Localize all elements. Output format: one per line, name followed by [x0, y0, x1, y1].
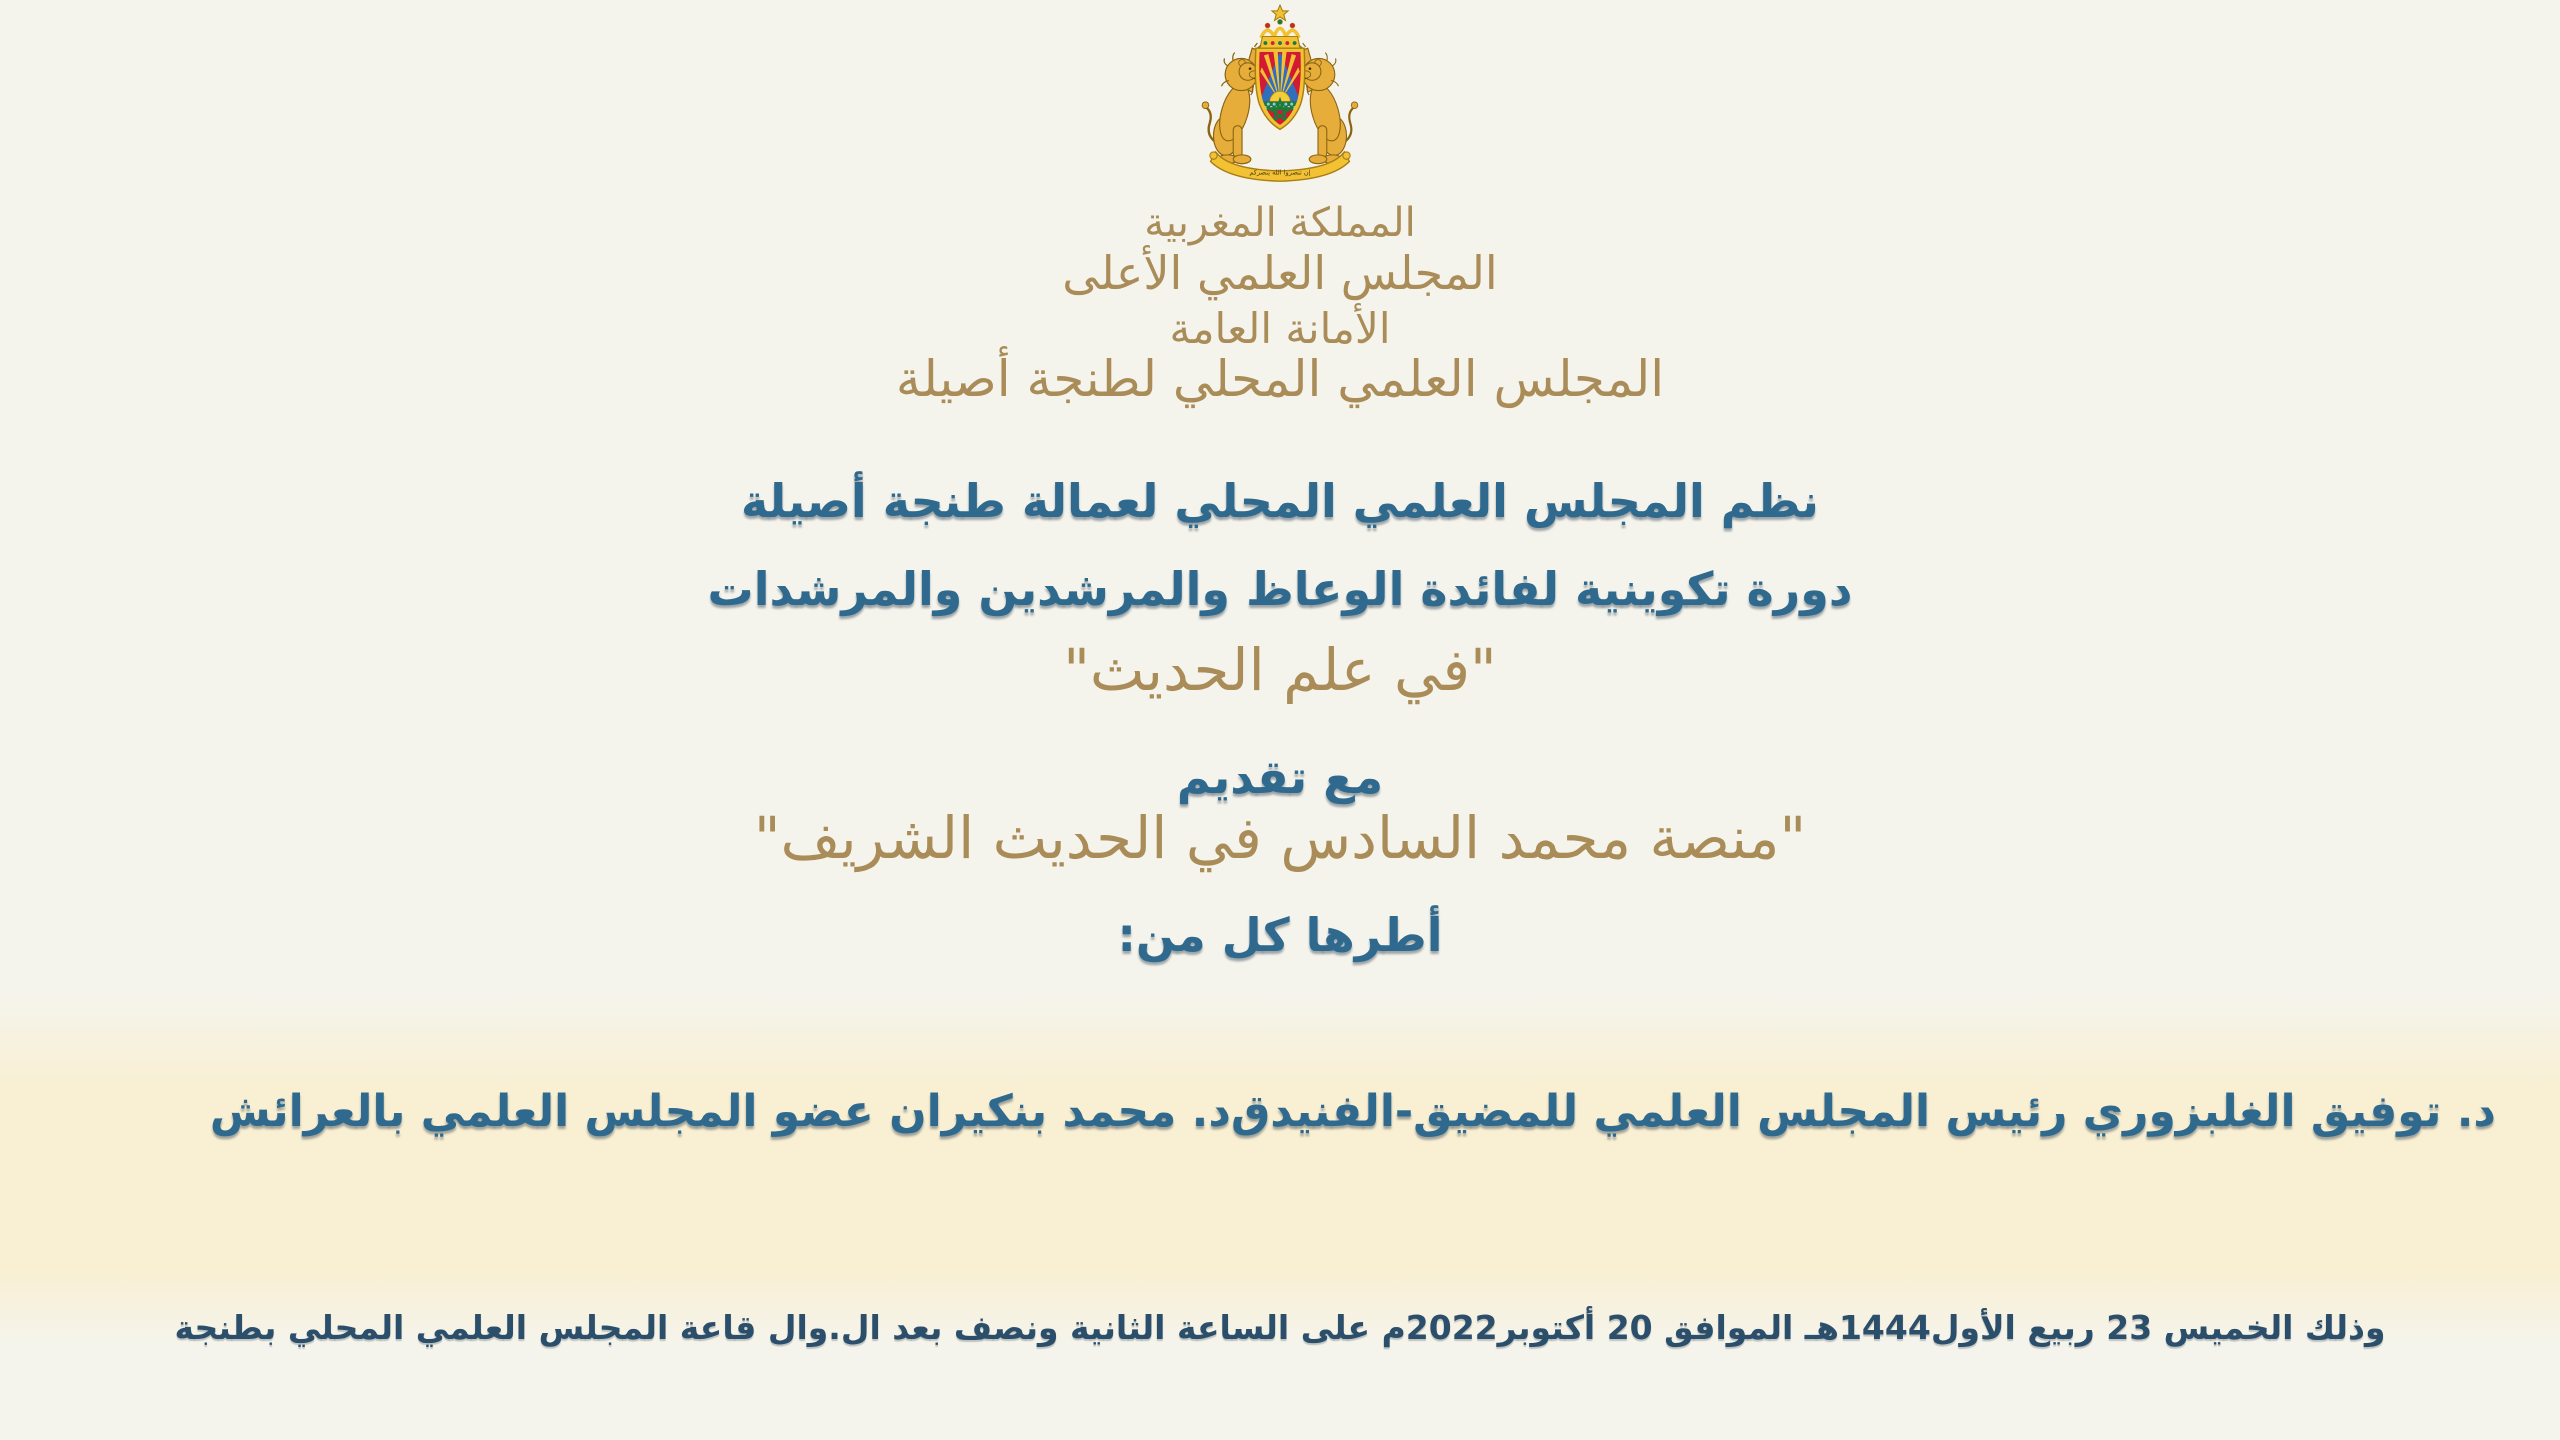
framed-by-line: أطرها كل من:: [1117, 908, 1443, 962]
local-council-title: المجلس العلمي المحلي لطنجة أصيلة: [895, 350, 1665, 408]
kingdom-title: المملكة المغربية: [1144, 200, 1416, 246]
training-course-line: دورة تكوينية لفائدة الوعاظ والمرشدين والمرشدات: [707, 562, 1853, 616]
royal-shield-icon: [1255, 48, 1306, 129]
course-subject-quote: "في علم الحديث": [1063, 636, 1497, 704]
presenters-row: [0, 1086, 2560, 1137]
presenter-left: د. محمد بنكيران عضو المجلس العلمي بالعرائش: [209, 1086, 1231, 1137]
presenters-background-band: [0, 995, 2560, 1345]
general-secretariat-title: الأمانة العامة: [1169, 304, 1391, 353]
with-presentation-line: مع تقديم: [1176, 750, 1384, 804]
star-icon: [1272, 5, 1288, 20]
moroccan-coat-of-arms: [1185, 4, 1375, 202]
presenter-right: د. توفيق الغلبزوري رئيس المجلس العلمي للمضيق-الفنيدق: [1230, 1086, 2496, 1137]
crown-icon: [1260, 19, 1301, 49]
platform-quote: "منصة محمد السادس في الحديث الشريف": [753, 804, 1807, 872]
date-venue-line: وذلك الخميس 23 ربيع الأول1444هـ الموافق 20 أكتوبر2022م على الساعة الثانية ونصف بعد ال.وال قاعة المجلس العلمي المحلي بطنجة: [174, 1308, 2386, 1347]
motto-text: إن تنصروا الله ينصركم: [1249, 168, 1311, 177]
supreme-council-title: المجلس العلمي الأعلى: [1062, 246, 1498, 300]
organized-by-line: نظم المجلس العلمي المحلي لعمالة طنجة أصيلة: [741, 474, 1819, 528]
